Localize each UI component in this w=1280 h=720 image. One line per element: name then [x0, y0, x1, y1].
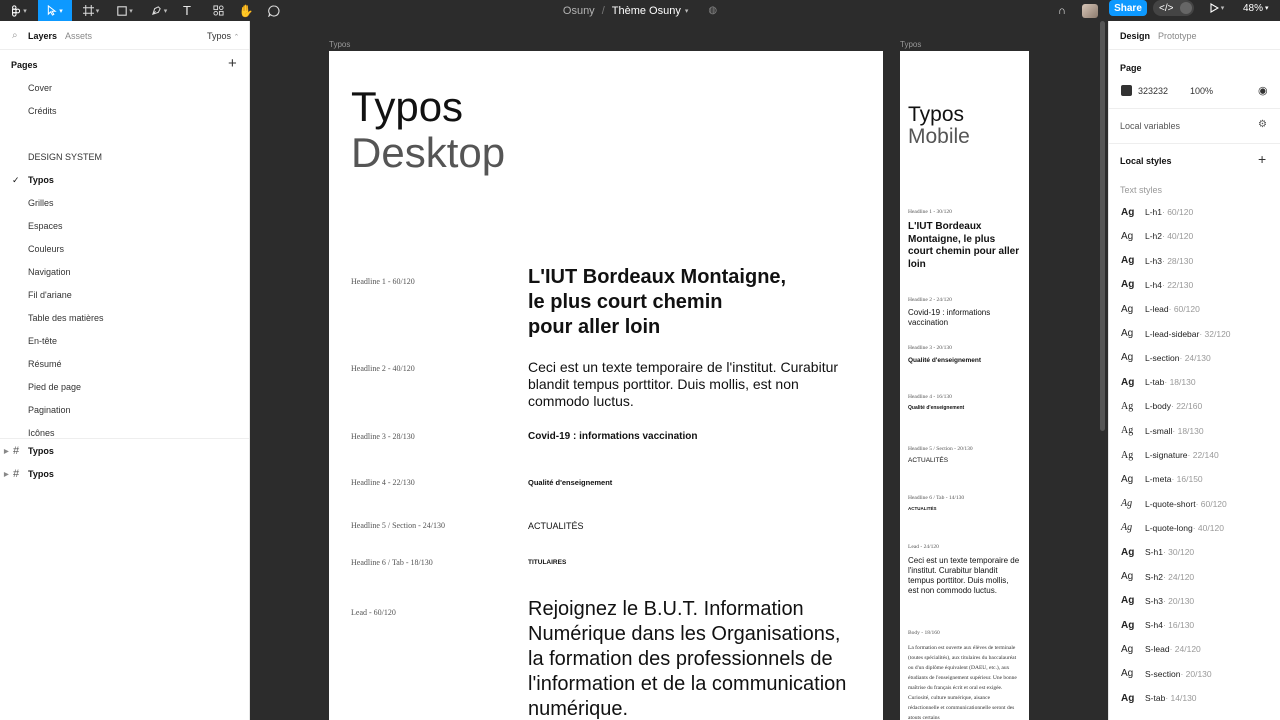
text-style-spec: · 60/120	[1195, 498, 1227, 509]
text-style-icon: Ag	[1121, 522, 1133, 534]
text-style-icon: Ag	[1121, 255, 1135, 267]
eye-icon[interactable]: ◉	[1258, 85, 1268, 97]
chevron-down-icon[interactable]: ▾	[684, 7, 689, 15]
text-style-item[interactable]	[1121, 688, 1197, 708]
text-style-spec: · 40/120	[1192, 522, 1224, 533]
desktop-title	[351, 84, 505, 176]
page-item[interactable]: Résumé	[28, 359, 62, 369]
text-style-name: L-h1	[1145, 207, 1163, 217]
typos-mobile-frame[interactable]	[900, 51, 1029, 720]
text-style-icon: Ag	[1121, 449, 1134, 461]
type-sample: ACTUALITÉS	[908, 457, 949, 464]
text-style-item[interactable]	[1121, 275, 1193, 295]
toggle-knob	[1180, 2, 1192, 14]
text-style-name: S-h3	[1145, 595, 1163, 606]
share-button[interactable]: Share	[1109, 0, 1147, 16]
text-style-name: S-h2	[1145, 571, 1163, 582]
text-style-spec: · 60/120	[1162, 207, 1194, 217]
type-sample: La formation est ouverte aux élèves de terminale (toutes spécialités), aux titulaires du baccalauréat ou d'un diplôme équivalent (DAEU, etc.), aux étudiants de l'enseignement supérieur. Une bonne maîtrise du français écrit et oral est exigée. Curiosité, culture numérique, aisance rédactionnelle et communicationnelle seront des atouts certains	[908, 645, 1017, 720]
text-style-name: S-section	[1145, 668, 1181, 679]
play-icon[interactable]: ▾	[1206, 0, 1228, 16]
text-style-spec: · 20/130	[1162, 595, 1195, 606]
left-sidebar	[0, 21, 250, 720]
page-item[interactable]: En-tête	[28, 336, 58, 346]
text-style-spec: · 28/130	[1162, 255, 1194, 266]
text-style-icon: Ag	[1121, 400, 1134, 412]
text-style-icon: Ag	[1121, 692, 1135, 704]
page-color-swatch[interactable]	[1121, 85, 1132, 96]
text-style-name: L-lead	[1145, 304, 1169, 315]
text-style-icon: Ag	[1121, 571, 1134, 582]
text-style-item[interactable]	[1121, 445, 1219, 465]
text-style-item[interactable]	[1121, 226, 1193, 246]
page-item[interactable]: Pagination	[28, 405, 71, 415]
text-style-item[interactable]	[1121, 591, 1194, 611]
text-style-name: L-meta	[1145, 474, 1172, 485]
text-style-spec: · 16/130	[1162, 620, 1195, 631]
type-spec-label: Headline 6 / Tab - 18/130	[351, 558, 433, 567]
dev-mode-toggle[interactable]	[1153, 0, 1194, 16]
type-sample: Rejoignez le B.U.T. Information Numérique dans les Organisations, la formation des professionnels de l'information et de la communication numérique.	[528, 598, 847, 720]
type-spec-label: Headline 4 - 22/130	[351, 478, 415, 487]
type-sample: ACTUALITÉS	[528, 521, 584, 531]
text-style-name: S-tab	[1145, 693, 1166, 703]
text-style-name: L-quote-long	[1145, 522, 1193, 533]
text-style-name: L-h3	[1145, 255, 1163, 266]
figma-menu-icon[interactable]: ▾	[6, 0, 32, 21]
divider	[1109, 108, 1280, 109]
text-style-icon: Ag	[1121, 230, 1134, 242]
type-sample: L'IUT Bordeaux Montaigne, le plus court chemin pour aller loin	[908, 221, 1020, 270]
text-style-spec: · 20/130	[1180, 668, 1212, 679]
text-style-item[interactable]	[1121, 348, 1211, 368]
text-style-item[interactable]	[1121, 396, 1202, 416]
text-style-icon: Ag	[1121, 328, 1134, 339]
text-style-item[interactable]	[1121, 421, 1204, 441]
current-page-label: Typos	[207, 31, 232, 41]
page-item[interactable]: Table des matières	[28, 313, 104, 323]
pages-heading: Pages	[11, 60, 38, 70]
text-style-name: L-small	[1145, 425, 1173, 436]
page-item[interactable]: DESIGN SYSTEM	[28, 152, 103, 162]
page-opacity[interactable]: 100%	[1190, 86, 1214, 96]
text-style-item[interactable]	[1121, 202, 1193, 222]
type-spec-label: Body - 18/160	[908, 630, 940, 636]
mobile-title-line1: Typos	[908, 103, 965, 126]
text-style-spec: · 22/140	[1187, 450, 1219, 460]
text-style-name: S-h4	[1145, 620, 1163, 631]
page-item[interactable]: Pied de page	[28, 382, 82, 392]
text-style-spec: · 24/120	[1169, 644, 1201, 655]
page-item[interactable]: Grilles	[28, 198, 54, 208]
current-page-selector[interactable]: Typos ⌃	[207, 31, 240, 41]
text-style-item[interactable]	[1121, 251, 1193, 271]
type-spec-label: Headline 4 - 16/130	[908, 394, 952, 400]
layer-row[interactable]	[0, 464, 249, 484]
text-style-item[interactable]	[1121, 324, 1231, 344]
text-styles-label: Text styles	[1120, 185, 1163, 195]
desktop-title-line1: Typos	[351, 83, 464, 130]
tab-layers[interactable]: Layers	[28, 31, 58, 41]
type-sample: Ceci est un texte temporaire de l'institut. Curabitur blandit tempus porttitor. Duis mollis, est non commodo luctus.	[908, 556, 1020, 595]
text-style-name: L-body	[1145, 401, 1171, 412]
type-sample: Qualité d'enseignement	[908, 357, 982, 364]
text-style-spec: · 22/160	[1171, 401, 1203, 412]
type-spec-label: Headline 1 - 30/120	[908, 209, 952, 215]
expand-caret-icon[interactable]: ▶	[4, 471, 9, 478]
layer-label: Typos	[28, 446, 54, 456]
text-style-name: L-tab	[1145, 377, 1165, 388]
text-style-item[interactable]	[1121, 299, 1200, 319]
text-style-spec: · 40/120	[1162, 231, 1194, 242]
dev-mode-label: </>	[1159, 2, 1174, 14]
desktop-title-line2: Desktop	[351, 129, 506, 176]
frame-label-desktop[interactable]: Typos	[329, 40, 351, 49]
type-sample: L'IUT Bordeaux Montaigne, le plus court chemin pour aller loin	[528, 266, 787, 338]
text-style-name: L-h2	[1145, 231, 1163, 242]
type-spec-label: Headline 2 - 24/120	[908, 297, 952, 303]
text-style-spec: · 24/120	[1162, 571, 1195, 582]
mobile-title-line2: Mobile	[908, 125, 970, 148]
text-style-spec: · 60/120	[1168, 304, 1200, 315]
variables-settings-icon[interactable]: ⚙	[1258, 119, 1267, 130]
text-style-icon: Ag	[1121, 668, 1134, 680]
add-page-icon[interactable]: +	[228, 55, 237, 72]
type-sample: Covid-19 : informations vaccination	[908, 308, 991, 327]
text-style-item[interactable]	[1121, 567, 1194, 587]
page-item[interactable]: Navigation	[28, 267, 71, 277]
text-style-spec: · 16/150	[1171, 474, 1203, 485]
text-style-spec: · 14/130	[1165, 693, 1197, 703]
text-style-item[interactable]	[1121, 372, 1196, 392]
type-sample: ACTUALITÉS	[908, 506, 937, 511]
breadcrumb-separator: /	[601, 4, 605, 17]
text-style-icon: Ag	[1121, 279, 1135, 291]
text-style-icon: Ag	[1121, 352, 1134, 364]
canvas-scrollbar[interactable]	[1100, 21, 1105, 431]
headphones-icon[interactable]: ∩	[1058, 4, 1066, 17]
top-toolbar	[0, 0, 1280, 21]
text-style-icon: Ag	[1121, 498, 1133, 510]
text-style-icon: Ag	[1121, 376, 1135, 388]
text-style-item[interactable]	[1121, 494, 1227, 514]
text-style-icon: Ag	[1121, 643, 1134, 655]
text-style-item[interactable]	[1121, 542, 1194, 562]
canvas[interactable]	[250, 21, 1108, 720]
text-style-spec: · 18/130	[1172, 425, 1204, 436]
typos-desktop-frame[interactable]	[329, 51, 883, 720]
page-item[interactable]: Icônes	[28, 428, 55, 438]
local-styles-heading: Local styles	[1120, 156, 1172, 166]
local-variables-label[interactable]: Local variables	[1120, 121, 1181, 131]
type-sample: Covid-19 : informations vaccination	[528, 431, 698, 442]
divider	[0, 438, 249, 439]
type-spec-label: Headline 2 - 40/120	[351, 364, 415, 373]
text-style-name: S-h1	[1145, 547, 1163, 558]
layer-label: Typos	[28, 469, 54, 479]
page-item[interactable]: Typos	[28, 175, 54, 185]
tab-assets[interactable]: Assets	[65, 31, 93, 41]
text-style-icon: Ag	[1121, 303, 1134, 315]
text-style-item[interactable]	[1121, 469, 1203, 489]
text-style-spec: · 30/120	[1162, 547, 1195, 558]
right-sidebar-tabs	[1109, 21, 1280, 50]
page-item[interactable]: Fil d'ariane	[28, 290, 72, 300]
text-style-spec: · 32/120	[1199, 328, 1231, 339]
type-spec-label: Headline 5 / Section - 24/130	[351, 521, 445, 530]
type-spec-label: Headline 1 - 60/120	[351, 277, 415, 286]
mobile-title	[908, 104, 970, 148]
text-style-name: L-quote-short	[1145, 498, 1196, 509]
type-sample: Ceci est un texte temporaire de l'institut. Curabitur blandit tempus porttitor. Duis mollis, est non commodo luctus.	[528, 359, 839, 409]
shape-tool-icon[interactable]: ▾	[112, 0, 138, 21]
text-style-item[interactable]	[1121, 639, 1201, 659]
type-spec-label: Headline 3 - 20/130	[908, 345, 952, 351]
text-style-name: L-signature	[1145, 450, 1188, 460]
text-style-icon: Ag	[1121, 425, 1134, 437]
type-sample: Qualité d'enseignement	[528, 478, 613, 487]
left-sidebar-tabs	[0, 21, 249, 50]
frame-tool-icon[interactable]: ▾	[78, 0, 104, 21]
type-spec-label: Lead - 60/120	[351, 608, 396, 617]
text-style-icon: Ag	[1121, 546, 1135, 558]
text-style-item[interactable]	[1121, 518, 1224, 538]
type-spec-label: Headline 6 / Tab - 14/130	[908, 495, 965, 501]
page-item[interactable]: Espaces	[28, 221, 63, 231]
project-name[interactable]: Osuny	[562, 4, 595, 17]
type-spec-label: Headline 3 - 28/130	[351, 432, 415, 441]
checkmark-icon: ✓	[12, 175, 20, 185]
zoom-value: 48%	[1243, 2, 1264, 14]
add-style-icon[interactable]: +	[1258, 151, 1267, 167]
type-spec-label: Lead - 24/120	[908, 544, 939, 550]
zoom-level[interactable]: 48% ▾	[1243, 2, 1269, 14]
layer-row[interactable]	[0, 441, 249, 461]
globe-icon[interactable]: ◍	[708, 5, 718, 16]
move-tool-icon[interactable]: ▾	[38, 0, 72, 21]
pen-tool-icon[interactable]: ▾	[146, 0, 172, 21]
text-style-spec: · 24/130	[1179, 352, 1211, 363]
frame-label-mobile[interactable]: Typos	[900, 40, 922, 49]
text-style-name: L-h4	[1145, 279, 1163, 290]
text-style-item[interactable]	[1121, 664, 1212, 684]
frame-icon: #	[13, 445, 20, 457]
text-style-name: L-lead-sidebar	[1145, 328, 1200, 339]
text-style-icon: Ag	[1121, 473, 1134, 485]
file-name[interactable]: Thème Osuny	[611, 4, 681, 17]
expand-caret-icon[interactable]: ▶	[4, 448, 9, 455]
frame-icon: #	[13, 468, 20, 480]
text-style-icon: Ag	[1121, 206, 1135, 218]
right-sidebar	[1108, 21, 1280, 720]
page-item[interactable]: Cover	[28, 83, 53, 93]
page-section-heading: Page	[1120, 63, 1142, 73]
avatar[interactable]	[1081, 0, 1099, 21]
text-style-spec: · 18/130	[1164, 377, 1196, 388]
type-sample: TITULAIRES	[528, 559, 567, 566]
text-tool-icon[interactable]: T	[183, 3, 191, 18]
type-sample: Qualité d'enseignement	[908, 405, 965, 411]
divider	[1109, 143, 1280, 144]
page-color-hex[interactable]: 323232	[1138, 86, 1169, 96]
type-spec-label: Headline 5 / Section - 20/130	[908, 446, 973, 452]
page-item[interactable]: Crédits	[28, 106, 57, 116]
page-item[interactable]: Couleurs	[28, 244, 65, 254]
text-style-item[interactable]	[1121, 615, 1194, 635]
tab-prototype[interactable]: Prototype	[1158, 31, 1197, 41]
tab-design[interactable]: Design	[1120, 31, 1151, 41]
text-style-spec: · 22/130	[1162, 279, 1194, 290]
comment-icon[interactable]	[264, 0, 284, 21]
text-style-name: L-section	[1145, 352, 1180, 363]
resources-icon[interactable]	[208, 0, 228, 21]
hand-tool-icon[interactable]: ✋	[238, 3, 254, 18]
search-icon[interactable]: ⌕	[12, 30, 18, 41]
text-style-name: S-lead	[1145, 644, 1170, 655]
text-style-icon: Ag	[1121, 619, 1135, 631]
text-style-icon: Ag	[1121, 595, 1135, 607]
